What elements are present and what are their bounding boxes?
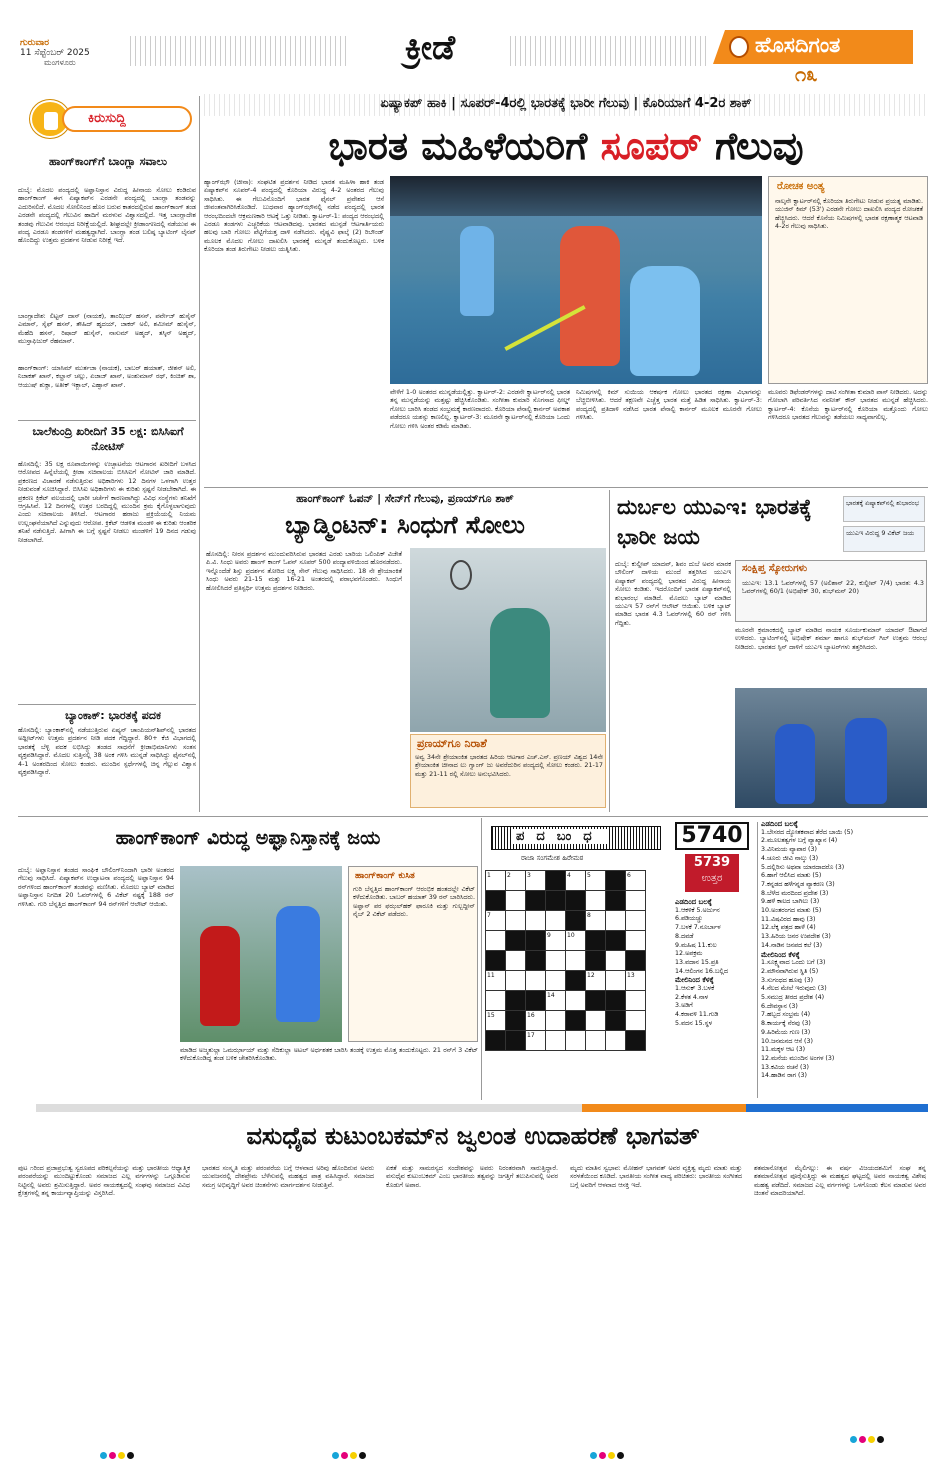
uae-story [613, 490, 928, 812]
badminton-caption-box [410, 734, 606, 808]
uae-headline: ದುರ್ಬಲ ಯುಎಇ: ಭಾರತಕ್ಕೆ ಭಾರೀ ಜಯ [617, 495, 812, 549]
badminton-caption-body: ಅವ್ವ 34ನೇ ಶ್ರೇಯಾಂಕಿತ ಭಾರತದ ಹಿರಿಯ ಆಟಗಾರ ಎಚ್.ಎಸ್. ಪ್ರಣಯ್ ವಿಶ್ವದ 14ನೇ ಶ್ರೇಯಾಂಕಿತ ಚೀನಾದ ಲು ಗ್ವಾಂಗ್ ಜು ಅವರೆದುರಿನ ಪಂದ್ಯದಲ್ಲಿ ಸೋಲು ಕಂಡರು. 21-17 ಮತ್ತು 21-11 ರಲ್ಲಿ ಸೋಲು ಅನುಭವಿಸಿದರು. [415, 753, 603, 778]
divider [18, 704, 196, 705]
racket [450, 560, 472, 590]
date-block [20, 38, 90, 68]
bhagwat-col1: ಪುಟ ೧ರಿಂದ ಪ್ರಜಾಪ್ರಭುತ್ವ ಸ್ವರೂಪದ ಪರಿಕಲ್ಪನೆಯನ್ನು ಮತ್ತು ಭಾರತೀಯ ಆಧ್ಯಾತ್ಮಿಕ ಪರಂಪರೆಯನ್ನು ಮುಂದಿಟ್ಟುಕೊಂಡು ಸಮಾಜದ ಎಲ್ಲ ವರ್ಗಗಳನ್ನು ಒಗ್ಗೂಡಿಸುವ ನಿಟ್ಟಿನಲ್ಲಿ ಅವರು ಶ್ರಮಿಸುತ್ತಿದ್ದಾರೆ. ಅವರ ನಾಯಕತ್ವದಲ್ಲಿ ಸಂಘವು ಸಮಾಜದ ವಿವಿಧ ಕ್ಷೇತ್ರಗಳಲ್ಲಿ ತನ್ನ ಕಾರ್ಯವ್ಯಾಪ್ತಿಯನ್ನು ವಿಸ್ತರಿಸಿದೆ. [18, 1164, 190, 1198]
badminton-kicker: ಹಾಂಗ್‌ಕಾಂಗ್ ಓಪನ್ | ಸೇನ್‌ಗೆ ಗೆಲುವು, ಪ್ರಣಯ್‌ಗೂ ಶಾಕ್ [296, 492, 514, 505]
player-india-1 [460, 226, 494, 316]
uae-tag-2: ಯುಎಇ ವಿರುದ್ಧ 9 ವಿಕೆಟ್ ಜಯ [843, 526, 925, 552]
column-divider [481, 818, 482, 1100]
uae-score-box [735, 560, 927, 622]
brand-name: ಹೊಸದಿಗಂತ [755, 33, 841, 57]
crossword [485, 818, 928, 1100]
afghan-box-text: ಗುರಿ ಬೆನ್ನತ್ತಿದ ಹಾಂಗ್‌ಕಾಂಗ್ ಆರಂಭಿಕ ಹಂತದಲ್ಲೇ ವಿಕೆಟ್ ಕಳೆದುಕೊಂಡಿತು. ಬಾಬರ್ ಹಯಾತ್ 39 ರನ್ ಬಾರಿಸಿದರು. ಅಫ್ಘಾನ್ ಪರ ಫಝಲ್‌ಹಕ್ ಫಾರೂಕಿ ಮತ್ತು ಗುಲ್ಬದ್ದೀನ್ ನೈಬ್ 2 ವಿಕೆಟ್ ಪಡೆದರು. [353, 885, 475, 919]
brief2-title: ಬಾಲೆಕುಂದ್ರಿ ಖರೀದಿಗೆ 35 ಲಕ್ಷ: ಬಿಸಿಸಿಐಗೆ ನೋಟಿಸ್ [32, 425, 184, 453]
column-divider [609, 490, 610, 812]
divider [204, 487, 928, 488]
print-registration-marks [850, 1428, 886, 1447]
badminton-caption-title: ಪ್ರಣಯ್‌ಗೂ ನಿರಾಶೆ [417, 737, 487, 750]
uae-photo [735, 688, 927, 808]
kiru-suddi-banner [62, 106, 192, 132]
uae-score-text: ಯುಎಇ: 13.1 ಓವರ್‌ಗಳಲ್ಲಿ 57 (ಅಲಿಶಾನ್ 22, ಕುಲ್ದೀಪ್ 7/4) ಭಾರತ: 4.3 ಓವರ್‌ಗಳಲ್ಲಿ 60/1 (ಅಭಿಷೇಕ್ 30, ಶುಭ್‌ಮನ್ 20) [742, 579, 924, 596]
brief1-squad: ಬಾಂಗ್ಲಾದೇಶ: ಲಿಟ್ಟನ್ ದಾಸ್ (ನಾಯಕ), ತಾಂಝಿದ್ ಹಸನ್, ಪರ್ವೇಜ್ ಹುಸೈನ್ ಎಮಾನ್, ಸೈಫ್ ಹಸನ್, ತೌಹಿದ್ ಹೃದಯ್, ಜಾಕರ್ ಅಲಿ, ಶಮೀಮ್ ಹುಸೈನ್, ಮೆಹೆದಿ ಹಸನ್, ರಿಷಾದ್ ಹುಸೈನ್, ನಾಸುಮ್ ಅಹ್ಮದ್, ತಸ್ಕಿನ್ ಅಹ್ಮದ್, ಮುಸ್ತಾಫಿಜುರ್ ರೆಹಮಾನ್. [18, 312, 196, 346]
bhagwat-col3: ಏಕತೆ ಮತ್ತು ಸಾಮರಸ್ಯದ ಸಂದೇಶವನ್ನು ಅವರು ನಿರಂತರವಾಗಿ ಸಾರುತ್ತಿದ್ದಾರೆ. ವಸುಧೈವ ಕುಟುಂಬಕಮ್ ಎಂಬ ಭಾರತೀಯ ತತ್ವವನ್ನು ಜಗತ್ತಿಗೆ ತಲುಪಿಸುವಲ್ಲಿ ಅವರ ಕೊಡುಗೆ ಅಪಾರ. [386, 1164, 558, 1189]
crossword-title-box [491, 826, 661, 850]
hockey-photo [390, 176, 762, 384]
masthead [0, 0, 945, 90]
separator-bar [18, 1104, 928, 1112]
brief2-body: ಹೊಸದಿಲ್ಲಿ: 35 ಲಕ್ಷ ರೂಪಾಯಿಗಳನ್ನು ಉಚ್ಛಾಟನೆಯ ಆಟಗಾರನ ಖರೀದಿಗೆ ಬಳಸಿದ ಆರೋಪದ ಹಿನ್ನೆಲೆಯಲ್ಲಿ ಕ್ರೀಡಾ ಸಚಿವಾಲಯ ಬಿಸಿಸಿಐಗೆ ನೋಟಿಸ್ ಜಾರಿ ಮಾಡಿದೆ. ಪ್ರಕರಣದ ವಿಚಾರಣೆ ನಡೆಸುತ್ತಿರುವ ಅಧಿಕಾರಿಗಳು 12 ದಿನಗಳ ಒಳಗಾಗಿ ಉತ್ತರ ನೀಡುವಂತೆ ಸೂಚಿಸಿದ್ದಾರೆ. ಬಿಸಿಸಿಐ ಅಧಿಕಾರಿಗಳು ಈ ಕುರಿತು ಸ್ಪಷ್ಟನೆ ನೀಡಬೇಕಾಗಿದೆ. ಈ ಪ್ರಕರಣ ಕ್ರಿಕೆಟ್ ವಲಯದಲ್ಲಿ ಭಾರೀ ಚರ್ಚೆಗೆ ಕಾರಣವಾಗಿದ್ದು ವಿವಿಧ ಸಂಸ್ಥೆಗಳು ತನಿಖೆಗೆ ಆಗ್ರಹಿಸಿವೆ. 12 ದಿನಗಳಲ್ಲಿ ಉತ್ತರ ಬರದಿದ್ದಲ್ಲಿ ಮುಂದಿನ ಕ್ರಮ ಕೈಗೊಳ್ಳಲಾಗುವುದು ಎಂದು ಸಚಿವಾಲಯ ತಿಳಿಸಿದೆ. ಆಟಗಾರರ ಹರಾಜು ಪ್ರಕ್ರಿಯೆಯಲ್ಲಿ ನಿಯಮ ಉಲ್ಲಂಘನೆಯಾಗಿದೆ ಎನ್ನುವುದು ಆರೋಪ. ಕ್ರಿಕೆಟ್ ಆಡಳಿತ ಮಂಡಳಿ ಈ ಕುರಿತು ಆಂತರಿಕ ತನಿಖೆ ನಡೆಸುತ್ತಿದೆ. ಹೀಗಾಗಿ ಈ ಬಗ್ಗೆ ಸ್ಪಷ್ಟನೆ ನೀಡಲು ಮಂಡಳಿಗೆ 19 ದಿನದ ಗಡುವು ನೀಡಲಾಗಿದೆ. [18, 460, 196, 544]
divider [18, 420, 196, 421]
hockey-headline-part2: ಸೂಪರ್ [600, 124, 702, 168]
uae-body: ದುಬೈ: ಕುಲ್ದೀಪ್ ಯಾದವ್, ಶಿವಂ ದುಬೆ ಅವರ ಮಾರಕ ಬೌಲಿಂಗ್ ದಾಳಿಯ ಮುಂದೆ ತತ್ತರಿಸಿದ ಯುಎಇ ಏಷ್ಯಾಕಪ್ ಪಂದ್ಯದಲ್ಲಿ ಭಾರತದ ವಿರುದ್ಧ ಹೀನಾಯ ಸೋಲು ಕಂಡಿತು. ಇದರೊಂದಿಗೆ ಭಾರತ ಏಷ್ಯಾಕಪ್‌ನಲ್ಲಿ ಶುಭಾರಂಭ ಮಾಡಿದೆ. ಮೊದಲು ಬ್ಯಾಟ್ ಮಾಡಿದ ಯುಎಇ 57 ರನ್‌ಗೆ ಆಲೌಟ್ ಆಯಿತು. ಬಳಿಕ ಬ್ಯಾಟ್ ಮಾಡಿದ ಭಾರತ 4.3 ಓವರ್‌ಗಳಲ್ಲಿ 60 ರನ್ ಗಳಿಸಿ ಗೆದ್ದಿತು. [615, 560, 731, 627]
player-figure [775, 724, 815, 804]
lamp-icon [729, 36, 749, 58]
player-korea [560, 226, 620, 366]
hockey-headline [204, 120, 928, 172]
brief3-title: ಬ್ಯಾಂಕಾಕ್: ಭಾರತಕ್ಕೆ ಪದಕ [65, 709, 161, 722]
brief1-title: ಹಾಂಗ್‌ಕಾಂಗ್‌ಗೆ ಬಾಂಗ್ಲಾ ಸವಾಲು [49, 155, 167, 168]
badminton-story [204, 490, 606, 812]
crossword-title: ಪದಬಂಧ [512, 829, 608, 844]
afghan-photo [180, 866, 342, 1042]
crossword-number-box [675, 822, 749, 850]
uae-tag-1: ಭಾರತಕ್ಕೆ ಏಷ್ಯಾಕಪ್‌ನಲ್ಲಿ ಶುಭಾರಂಭ [843, 496, 925, 522]
hockey-headline-part1: ಭಾರತ ಮಹಿಳೆಯರಿಗೆ [328, 124, 588, 168]
hockey-box [768, 176, 928, 384]
uae-col2: ಮೂರನೇ ಕ್ರಮಾಂಕದಲ್ಲಿ ಬ್ಯಾಟ್ ಮಾಡಿದ ನಾಯಕ ಸೂರ್ಯಕುಮಾರ್ ಯಾದವ್ ಔಟಾಗದೆ ಉಳಿದರು. ಬ್ಯಾಟಿಂಗ್‌ನಲ್ಲಿ ಅಭಿಷೇಕ್ ಶರ್ಮಾ ಹಾಗೂ ಶುಭ್‌ಮನ್ ಗಿಲ್ ಉತ್ತಮ ಆರಂಭ ನೀಡಿದರು. ಭಾರತದ ಸ್ಪಿನ್ ದಾಳಿಗೆ ಯುಎಇ ಬ್ಯಾಟರ್‌ಗಳು ತತ್ತರಿಸಿದರು. [735, 626, 927, 651]
hockey-headline-part3: ಗೆಲುವು [715, 124, 804, 168]
brand-logo [713, 30, 913, 86]
column-divider [199, 96, 200, 812]
city-label: ಮಂಗಳೂರು [44, 58, 76, 67]
hockey-kicker-text: ಏಷ್ಯಾಕಪ್ ಹಾಕಿ | ಸೂಪರ್-4ರಲ್ಲಿ ಭಾರತಕ್ಕೆ ಭಾರೀ ಗೆಲುವು | ಕೊರಿಯಾಗೆ 4-2ರ ಶಾಕ್ [380, 96, 752, 111]
hockey-box-text: ನಾಲ್ಕನೇ ಕ್ವಾರ್ಟರ್‌ನಲ್ಲಿ ಕೊರಿಯಾ ತಿರುಗೇಟು ನೀಡುವ ಪ್ರಯತ್ನ ಮಾಡಿತು. ಯುಜಿನ್ ಕಿಮ್ (53') ಎರಡನೇ ಗೋಲು ದಾಖಲಿಸಿ ಪಂದ್ಯದ ರೋಚಕತೆ ಹೆಚ್ಚಿಸಿದರು. ಆದರೆ ಕೊನೆಯ ನಿಮಿಷಗಳಲ್ಲಿ ಭಾರತ ರಕ್ಷಣಾತ್ಮಕ ಆಟವಾಡಿ 4-2ರ ಗೆಲುವು ಸಾಧಿಸಿತು. [775, 197, 923, 231]
bhagwat-col2: ಭಾರತದ ಸಂಸ್ಕೃತಿ ಮತ್ತು ಪರಂಪರೆಯ ಬಗ್ಗೆ ಆಳವಾದ ಅರಿವು ಹೊಂದಿರುವ ಅವರು ಯುವಜನರಲ್ಲಿ ದೇಶಪ್ರೇಮ ಬೆಳೆಸುವಲ್ಲಿ ಮಹತ್ವದ ಪಾತ್ರ ವಹಿಸಿದ್ದಾರೆ. ಸಮಾಜದ ಸಮಗ್ರ ಅಭಿವೃದ್ಧಿಗೆ ಅವರ ಚಿಂತನೆಗಳು ಮಾರ್ಗದರ್ಶನ ನೀಡುತ್ತಿವೆ. [202, 1164, 374, 1189]
bhagwat-headline: ವಸುಧೈವ ಕುಟುಂಬಕಮ್‌ನ ಜ್ವಲಂತ ಉದಾಹರಣೆ ಭಾಗವತ್ [246, 1122, 700, 1150]
afghan-col2: ಮಾಡಿದ ಅಜ್ಮತುಲ್ಲಾ ಒಮರ್ಝಾಯ್ ಮತ್ತು ಸೆದಿಕುಲ್ಲಾ ಅಟಲ್ ಅರ್ಧಶತಕ ಬಾರಿಸಿ ತಂಡಕ್ಕೆ ಉತ್ತಮ ಮೊತ್ತ ತಂದುಕೊಟ್ಟರು. 21 ರನ್‌ಗೆ 3 ವಿಕೆಟ್ ಕಳೆದುಕೊಂಡಿದ್ದ ತಂಡ ಬಳಿಕ ಚೇತರಿಸಿಕೊಂಡಿತು. [180, 1046, 478, 1063]
hockey-box-title: ರೋಚಕ ಅಂತ್ಯ [777, 181, 825, 192]
brief1-body: ದುಬೈ: ಮೊದಲ ಪಂದ್ಯದಲ್ಲಿ ಅಫ್ಘಾನಿಸ್ತಾನ ವಿರುದ್ಧ ಹೀನಾಯ ಸೋಲು ಕಂಡಿರುವ ಹಾಂಗ್‌ಕಾಂಗ್ ಈಗ ಏಷ್ಯಾಕಪ್‌ನ ಎರಡನೇ ಪಂದ್ಯದಲ್ಲಿ ಬಾಂಗ್ಲಾ ತಂಡವನ್ನು ಎದುರಿಸಲಿದೆ. ಮೊದಲ ಸೋಲಿನಿಂದ ಹೊರ ಬರುವ ಕಾತರದಲ್ಲಿರುವ ಹಾಂಗ್‌ಕಾಂಗ್ ತಂಡ ಎರಡನೇ ಪಂದ್ಯದಲ್ಲಿ ಗೆಲುವಿನ ಹಾದಿಗೆ ಮರಳುವ ವಿಶ್ವಾಸದಲ್ಲಿದೆ. ಇತ್ತ ಬಾಂಗ್ಲಾದೇಶ ತಂಡವು ಗೆಲುವಿನ ಆರಂಭದ ನಿರೀಕ್ಷೆಯಲ್ಲಿದೆ. ಶೀಘ್ರದಲ್ಲೇ ಕ್ರೀಡಾಂಗಣದಲ್ಲಿ ನಡೆಯುವ ಈ ಪಂದ್ಯ ಎರಡೂ ತಂಡಗಳಿಗೆ ಮಹತ್ವದ್ದಾಗಿದೆ. ಬಾಂಗ್ಲಾ ತಂಡ ಬಲಿಷ್ಠ ಬ್ಯಾಟಿಂಗ್ ಲೈನಪ್ ಹೊಂದಿದ್ದು ಉತ್ತಮ ಪ್ರದರ್ಶನ ನೀಡುವ ನಿರೀಕ್ಷೆ ಇದೆ. [18, 186, 196, 245]
hockey-story [204, 94, 928, 484]
kiru-suddi-header [18, 98, 196, 142]
crossword-answer-tab [685, 854, 739, 892]
section-title: ಕ್ರೀಡೆ [404, 28, 456, 68]
badminton-headline: ಬ್ಯಾಡ್ಮಿಂಟನ್: ಸಿಂಧುಗೆ ಸೋಲು [285, 511, 525, 539]
crossword-prev-answers: ಎಡದಿಂದ ಬಲಕ್ಕೆ 1.ಆಕಳಿಕೆ 5.ಅರ್ಜುನ 6.ಪಡಿಯಚ್ಚು 7.ಬಳಕೆ 7.ನೂರ್ಬಾಳ 8.ದವಡೆ 9.ಮಹಿಷ 11.ಕುಲ 12.ಅಪಕ್ರಮ 13.ವದಾನ 15.ಪ್ರತಿ 14.ಆಲಿಂಗನ 16.ಬಲ್ಲಿದ ಮೇಲಿನಿಂದ ಕೆಳಕ್ಕೆ 1.ಆಸುಕ್ 3.ಬಳಕೆ 2.ಕೆಳತ 4.ನಾಳ 3.ಅಡಿಗೆ 4.ಕರಾವಳಿ 11.ಗುಡಿ 5.ವದನ 15.ಸ್ಥಳ [675, 898, 728, 1027]
afghan-body: ದುಬೈ: ಅಫ್ಘಾನಿಸ್ತಾನ ತಂಡದ ಸಾಂಘಿಕ ಬೌಲಿಂಗ್‌ನಿಂದಾಗಿ ಭಾರೀ ಅಂತರದ ಗೆಲುವು ಸಾಧಿಸಿದೆ. ಏಷ್ಯಾಕಪ್‌ನ ಉದ್ಘಾಟನಾ ಪಂದ್ಯದಲ್ಲಿ ಅಫ್ಘಾನಿಸ್ತಾನ 94 ರನ್‌ಗಳಿಂದ ಹಾಂಗ್‌ಕಾಂಗ್ ತಂಡವನ್ನು ಮಣಿಸಿತು. ಮೊದಲು ಬ್ಯಾಟ್ ಮಾಡಿದ ಅಫ್ಘಾನಿಸ್ತಾನ ನಿಗದಿತ 20 ಓವರ್‌ಗಳಲ್ಲಿ 6 ವಿಕೆಟ್ ನಷ್ಟಕ್ಕೆ 188 ರನ್ ಗಳಿಸಿತು. ಗುರಿ ಬೆನ್ನತ್ತಿದ ಹಾಂಗ್‌ಕಾಂಗ್ 94 ರನ್‌ಗಳಿಗೆ ಆಲೌಟ್ ಆಯಿತು. [18, 866, 174, 908]
player-india-2 [630, 266, 700, 376]
bhagwat-col4: ಮೃದು ಮಾತಿನ ಸ್ವಭಾವ: ಮೋಹನ್ ಭಾಗವತ್ ಅವರ ವ್ಯಕ್ತಿತ್ವ ಮೃದು ಮಾತು ಮತ್ತು ಸರಳತೆಯಿಂದ ಕೂಡಿದೆ. ಭಾರತೀಯ ಸಂಗೀತ ವಾದ್ಯ ಪರಿಚಿತರು: ಭಾರತೀಯ ಸಂಗೀತದ ಬಗ್ಗೆ ಅವರಿಗೆ ಆಳವಾದ ಆಸಕ್ತಿ ಇದೆ. [570, 1164, 742, 1189]
column-divider [757, 822, 758, 1098]
hockey-col2: ವೇಳೆಗೆ 1-0 ಅಂತರದ ಮುನ್ನಡೆಯಲ್ಲಿತ್ತು. ಕ್ವಾರ್ಟರ್-2: ಎರಡನೇ ಕ್ವಾರ್ಟರ್‌ನಲ್ಲಿ ಭಾರತ ತನ್ನ ಮುನ್ನಡೆಯನ್ನು ಮತ್ತಷ್ಟು ಹೆಚ್ಚಿಸಿಕೊಂಡಿತು. ಸಂಗೀತಾ ಕುಮಾರಿ ಸೊಗಸಾದ ಫೀಲ್ಡ್ ಗೋಲು ಬಾರಿಸಿ ತಂಡದ ಸಂಭ್ರಮಕ್ಕೆ ಕಾರಣರಾದರು. ಕೊರಿಯಾ ಪೆನಾಲ್ಟಿ ಕಾರ್ನರ್ ಅವಕಾಶ ಪಡೆದರೂ ಯಶಸ್ಸು ಕಾಣಲಿಲ್ಲ. ಕ್ವಾರ್ಟರ್-3: ಮೂರನೇ ಕ್ವಾರ್ಟರ್‌ನಲ್ಲಿ ಕೊರಿಯಾ ಒಂದು ಗೋಲು ಗಳಿಸಿ ಅಂತರ ಕಡಿಮೆ ಮಾಡಿತು. [390, 388, 570, 430]
divider [18, 816, 928, 817]
crossword-number: 5740 [681, 823, 743, 848]
kiru-suddi-label: ಕಿರುಸುದ್ದಿ [88, 111, 126, 126]
hockey-col3: ನಿಮಿಷಗಳಲ್ಲಿ ಕಿಮ್ ಸುಯಿಯ ಆಕರ್ಷಕ ಗೋಲು ಭಾರತದ ರಕ್ಷಣಾ ವಿಭಾಗವನ್ನು ಬೆಚ್ಚಿಬೀಳಿಸಿತು. ಆದರೆ ತಕ್ಷಣವೇ ಎಚ್ಚೆತ್ತ ಭಾರತ ಮತ್ತೆ ಹಿಡಿತ ಸಾಧಿಸಿತು. ಕ್ವಾರ್ಟರ್-3: ಪಂದ್ಯದಲ್ಲಿ ಪ್ರತಿದಾಳಿ ನಡೆಸಿದ ಭಾರತ ಪೆನಾಲ್ಟಿ ಕಾರ್ನರ್ ಮೂಲಕ ಮೂರನೇ ಗೋಲು ಗಳಿಸಿತು. [576, 388, 762, 422]
print-registration-marks [332, 1444, 368, 1459]
brief3-body: ಹೊಸದಿಲ್ಲಿ: ಬ್ಯಾಂಕಾಕ್‌ನಲ್ಲಿ ನಡೆಯುತ್ತಿರುವ ಏಷ್ಯನ್ ಚಾಂಪಿಯನ್‌ಶಿಪ್‌ನಲ್ಲಿ ಭಾರತದ ಅಥ್ಲೀಟ್‌ಗಳು ಉತ್ತಮ ಪ್ರದರ್ಶನ ನೀಡಿ ಪದಕ ಗೆದ್ದಿದ್ದಾರೆ. 80+ ಕೆಜಿ ವಿಭಾಗದಲ್ಲಿ ಭಾರತಕ್ಕೆ ಬೆಳ್ಳಿ ಪದಕ ಲಭಿಸಿದ್ದು ತಂಡದ ಸಾಧನೆಗೆ ಕ್ರೀಡಾಭಿಮಾನಿಗಳು ಸಂತಸ ವ್ಯಕ್ತಪಡಿಸಿದ್ದಾರೆ. ಮೊದಲ ಸುತ್ತಿನಲ್ಲಿ 38 ಅಂಕ ಗಳಿಸಿ ಮುನ್ನಡೆ ಸಾಧಿಸಿದ್ದು ಫೈನಲ್‌ನಲ್ಲಿ 4-1 ಅಂತರದಿಂದ ಸೋಲು ಕಂಡರು. ಮುಂದಿನ ಸ್ಪರ್ಧೆಗಳಲ್ಲಿ ಚಿನ್ನ ಗೆಲ್ಲುವ ವಿಶ್ವಾಸ ವ್ಯಕ್ತಪಡಿಸಿದ್ದಾರೆ. [18, 726, 196, 777]
date-label: 11 ಸೆಪ್ಟೆಂಬರ್ 2025 [20, 48, 90, 58]
hockey-col4: ಮೂವರು ಡಿಫೆಂಡರ್‌ಗಳನ್ನು ದಾಟಿ ಸಂಗೀತಾ ಕುಮಾರಿ ಪಾಸ್ ನೀಡಿದರು. ಅದನ್ನು ಗೋಲಾಗಿ ಪರಿವರ್ತಿಸಿದ ನವನೀತ್ ಕೌರ್ ಭಾರತದ ಮುನ್ನಡೆ ಹೆಚ್ಚಿಸಿದರು. ಕ್ವಾರ್ಟರ್-4: ಕೊನೆಯ ಕ್ವಾರ್ಟರ್‌ನಲ್ಲಿ ಕೊರಿಯಾ ಮತ್ತೊಂದು ಗೋಲು ಗಳಿಸಿದರೂ ಭಾರತದ ಗೆಲುವನ್ನು ತಡೆಯಲು ಸಾಧ್ಯವಾಗಲಿಲ್ಲ. [768, 388, 928, 422]
afghan-box-title: ಹಾಂಗ್‌ಕಾಂಗ್ ಕುಸಿತ [355, 871, 415, 881]
crossword-byline: ರಾಜಾ ಸಂಗಮೇಶ ಹಿರೇಮಠ [521, 854, 584, 862]
uae-score-title: ಸಂಕ್ಷಿಪ್ತ ಸ್ಕೋರುಗಳು [742, 563, 808, 574]
crossword-answer-label: ಉತ್ತರ [701, 873, 723, 884]
player-figure [845, 718, 887, 804]
player-figure [200, 926, 240, 1026]
player-figure [276, 906, 320, 1022]
bhagwat-article [18, 1114, 928, 1444]
brief1-squad2: ಹಾಂಗ್‌ಕಾಂಗ್: ಯಾಸಿಮ್ ಮುರ್ತಜಾ (ನಾಯಕ), ಬಾಬರ್ ಹಯಾತ್, ಜೀಶನ್ ಅಲಿ, ನಿಜಾಕತ್ ಖಾನ್, ಕಲ್ಹಾನ್ ಚಲ್ಲು, ಏಜಾಜ್ ಖಾನ್, ಅಂಶುಮಾನ್ ರಥ್, ಕಿಂಚಿತ್ ಶಾ, ಆಯುಷ್ ಶುಕ್ಲಾ, ಅತೀಕ್ ಇಕ್ಬಾಲ್, ಎಹ್ಸಾನ್ ಖಾನ್. [18, 364, 196, 389]
print-registration-marks [590, 1444, 626, 1459]
print-registration-marks [100, 1444, 136, 1459]
crossword-grid: 1 2 3 4 5 6 7 8 9 10 11 12 13 14 15 16 17 [485, 870, 646, 1051]
badminton-col1: ಹೊಸದಿಲ್ಲಿ: ನೀರಸ ಪ್ರದರ್ಶನ ಮುಂದುವರಿಸಿರುವ ಭಾರತದ ಎರಡು ಬಾರಿಯ ಒಲಿಂಪಿಕ್ ವಿಜೇತೆ ಪಿ.ವಿ. ಸಿಂಧು ಅವರು ಹಾಂಗ್ ಕಾಂಗ್ ಓಪನ್ ಸೂಪರ್ 500 ಪಂದ್ಯಾವಳಿಯಿಂದ ಹೊರನಡೆದರು. ಇನ್ನೊಂದೆಡೆ ಶಿಸ್ತು ಪ್ರದರ್ಶನ ತೋರಿದ ಲಕ್ಷ್ಯ ಸೇನ್ ಗೆಲುವು ಸಾಧಿಸಿದರು. 18 ನೇ ಶ್ರೇಯಾಂಕಿತೆ ಸಿಂಧು ಅವರು 21-15 ಮತ್ತು 16-21 ಅಂತರದಲ್ಲಿ ಪರಾಭವಗೊಂಡರು. ಸಿಂಧುಗೆ ಹೋಲಿಸಿದರೆ ಪ್ರತಿಸ್ಪರ್ಧಿ ಉತ್ತಮ ಪ್ರದರ್ಶನ ನೀಡಿದರು. [206, 550, 402, 592]
afghan-box [348, 866, 478, 1042]
afghan-story [18, 818, 478, 1100]
page-number: ೧೩ [795, 62, 818, 86]
header-stripes-right [510, 36, 710, 66]
afghan-headline: ಹಾಂಗ್‌ಕಾಂಗ್ ವಿರುದ್ಧ ಅಫ್ಘಾನಿಸ್ತಾನಕ್ಕೆ ಜಯ [115, 827, 381, 849]
crossword-prev-number: 5739 [693, 855, 731, 870]
hockey-col1: ಹ್ಯಾಂಗ್‌ಝೌ (ಚೀನಾ): ಸಂಘಟಿತ ಪ್ರದರ್ಶನ ನೀಡಿದ ಭಾರತ ಮಹಿಳಾ ಹಾಕಿ ತಂಡ ಏಷ್ಯಾಕಪ್‌ನ ಸೂಪರ್-4 ಪಂದ್ಯದಲ್ಲಿ ಕೊರಿಯಾ ವಿರುದ್ಧ 4-2 ಅಂತರದ ಗೆಲುವು ಸಾಧಿಸಿತು. ಈ ಗೆಲುವಿನೊಂದಿಗೆ ಭಾರತ ಫೈನಲ್ ಪ್ರವೇಶದ ಆಸೆ ಜೀವಂತವಾಗಿರಿಸಿಕೊಂಡಿದೆ. ಬುಧವಾರ ಹ್ಯಾಂಗ್‌ಝೌನಲ್ಲಿ ನಡೆದ ಪಂದ್ಯದಲ್ಲಿ ಭಾರತ ಆರಂಭದಿಂದಲೇ ಆಕ್ರಮಣಕಾರಿ ಆಟಕ್ಕೆ ಒತ್ತು ನೀಡಿತು. ಕ್ವಾರ್ಟರ್-1: ಪಂದ್ಯದ ಆರಂಭದಲ್ಲಿ ಎರಡೂ ತಂಡಗಳು ಎಚ್ಚರಿಕೆಯ ಆಟವಾಡಿದವು. ಭಾರತದ ಮುನ್ಪಡೆ ಆಟಗಾರ್ತಿಯರು ಹಲವು ಬಾರಿ ಗೋಲು ಪೆಟ್ಟಿಗೆಯತ್ತ ದಾಳಿ ನಡೆಸಿದರು. ವೈಷ್ಣವಿ ಫಾಲ್ಕೆ (2) ರಿಬೌಂಡ್ ಮೂಲಕ ಮೊದಲ ಗೋಲು ದಾಖಲಿಸಿ ಭಾರತಕ್ಕೆ ಮುನ್ನಡೆ ತಂದುಕೊಟ್ಟರು. ಬಳಿಕ ಕೊರಿಯಾ ತಂಡ ತಿರುಗೇಟು ನೀಡಲು ಯತ್ನಿಸಿತು. [204, 178, 384, 254]
badminton-photo [410, 548, 606, 732]
header-stripes [130, 36, 350, 66]
crossword-clues: ಎಡದಿಂದ ಬಲಕ್ಕೆ 1.ಬೇಸರದ ದ್ಯೋತಕವಾದ ತೆರೆದ ಬಾಯಿ (5) 2.ಮೂಲತತ್ವಗಳ ಬಗ್ಗೆ ವ್ಯಾಖ್ಯಾನ (4) 3.ವಿನಿಮಯ ವ್ಯಾಪಾರ (3) 4.ಚೂರು ಜೀವಿ ನಾಲ್ಕು (3) 5.ದಲ್ಲಿರಿಸು ಅಥವಾ ಯಾರದಾದರೊ (3) 6.ಹಾಗೆ ಆಲಿಸಿದ ಮಾತು (5) 7.ಕನ್ನಡದ ಹಳೆಗನ್ನಡ ವ್ಯಾಕರಣ (3) 8.ಬೆಳೆದ ಮರದಿಂದ ಪ್ರದೇಶ (3) 9.ಹಳೆ ಕಾಲದ ಬಾಗಿಲು (3) 10.ಅಂತರಂಗದ ಮಾತು (5) 11.ವಿಷವಿರದ ಹಾವು (3) 12.ಲೆಕ್ಕ ಪತ್ರದ ಹಾಳೆ (4) 13.ಹಿರಿಯ ಜನರ ಉಪದೇಶ (3) 14.ನಾಡಿನ ಜನಪದ ಕಲೆ (3) ಮೇಲಿನಿಂದ ಕೆಳಕ್ಕೆ 1.ಸೂಕ್ಷ್ಮವಾದ ಒಂದು ಬಗೆ (3) 2.ಮೌನವಾಗಿರುವ ಸ್ಥಿತಿ (5) 3.ಸುಗಂಧದ ಹೂವು (3) 4.ನೆಲದ ಮೇಲೆ ಇರುವುದು (3) 5.ಸಮುದ್ರ ತೀರದ ಪ್ರದೇಶ (4) 6.ದೇವಸ್ಥಾನ (3) 7.ಹಬ್ಬದ ಸಂಭ್ರಮ (4) 8.ಕಾರ್ಯಕ್ಕೆ ನೆರವು (3) 9.ಹಿರಿಮೆಯ ಗುಣ (3) 10.ಜನಮನದ ಆಸೆ (3) 11.ಮಕ್ಕಳ ಆಟ (3) 12.ಮನೆಯ ಮುಂದಿನ ಅಂಗಳ (3) 13.ಕವಿಯ ರಚನೆ (3) 14.ಹಾಡಿನ ರಾಗ (3) [761, 820, 854, 1080]
bhagwat-col5: ಶತಮಾನೋತ್ಸವ ಮೈಲಿಗಲ್ಲು: ಈ ವರ್ಷ ವಿಜಯದಶಮಿಗೆ ಸಂಘ ತನ್ನ ಶತಮಾನೋತ್ಸವ ಪೂರೈಸುತ್ತಿದ್ದು ಈ ಮಹತ್ವದ ಘಟ್ಟದಲ್ಲಿ ಅವರ ನಾಯಕತ್ವ ವಿಶೇಷ ಮಹತ್ವ ಪಡೆದಿದೆ. ಸಮಾಜದ ಎಲ್ಲ ವರ್ಗಗಳನ್ನು ಒಳಗೊಂಡು ಕೆಲಸ ಮಾಡುವ ಅವರ ಚಿಂತನೆ ಮಾದರಿಯಾಗಿದೆ. [754, 1164, 926, 1198]
day-label: ಗುರುವಾರ [20, 38, 50, 48]
player-figure [490, 608, 550, 718]
